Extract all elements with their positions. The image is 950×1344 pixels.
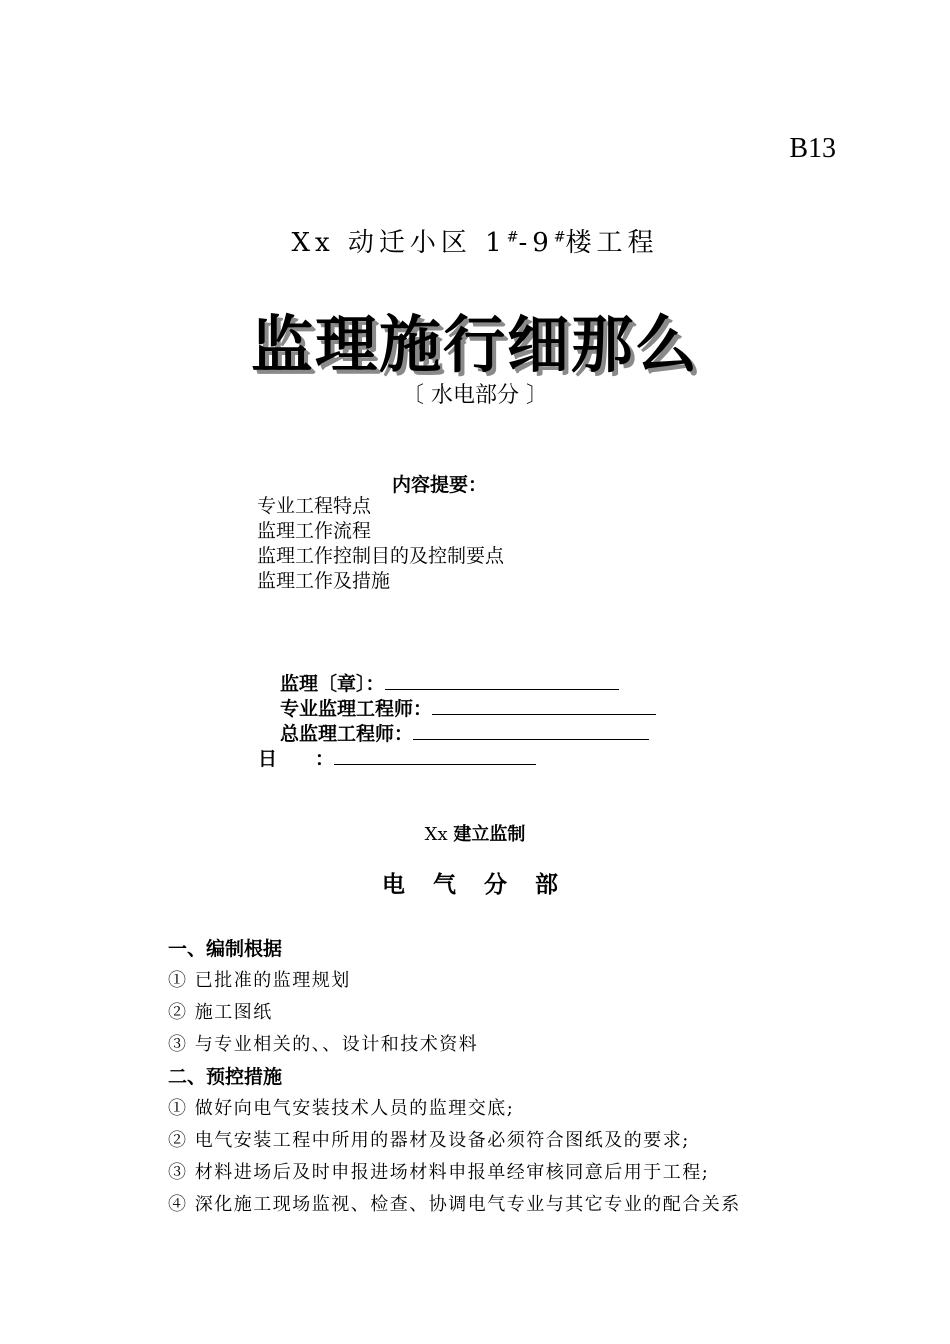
project-name [0,222,950,259]
contents-item: 专业工程特点 [257,495,372,517]
signature-date [258,744,536,771]
document-title: 监理施行细那么 [250,308,699,381]
signature-supervisor [280,669,619,696]
company-name: 建立监制 [453,824,526,845]
signature-supervisor-line [385,671,619,690]
signature-specialist-label: 专业监理工程师： [280,698,433,720]
section-item: ① 做好向电气安装技术人员的监理交底; [168,1098,515,1119]
contents-heading: 内容提要： [392,474,488,496]
company-prefix: Xx [424,824,448,845]
section-heading: 一、编制根据 [168,938,283,960]
document-code: B13 [789,133,836,164]
contents-item: 监理工作控制目的及控制要点 [257,545,505,567]
project-sup-2: # [553,229,566,246]
signature-supervisor-label: 监理〔章〕： [280,673,385,695]
contents-item: 监理工作及措施 [257,570,391,592]
contents-list [257,494,504,594]
section-item: ② 施工图纸 [168,1002,273,1023]
section-heading: 二、预控措施 [168,1066,283,1088]
contents-item: 监理工作流程 [257,520,372,542]
company-line [0,820,950,846]
section-title: 电 气 分 部 [381,872,569,898]
signature-chief [280,719,649,746]
section-item: ③ 与专业相关的、、设计和技术资料 [168,1034,479,1055]
project-prefix: Xx 动迁小区 1 [291,228,507,258]
signature-specialist-line [432,696,656,715]
signature-chief-label: 总监理工程师： [280,723,414,745]
signature-chief-line [413,721,649,740]
project-suffix: 楼工程 [565,228,659,258]
section-item: ③ 材料进场后及时申报进场材料申报单经审核同意后用于工程; [168,1162,710,1183]
project-middle: -9 [518,228,554,258]
project-sup-1: # [506,229,519,246]
section-item: ④ 深化施工现场监视、检查、协调电气专业与其它专业的配合关系 [168,1194,741,1215]
document-subtitle: 〔 水电部分 〕 [402,383,548,408]
signature-date-label: 日 ： [258,748,335,770]
signature-specialist [280,694,656,721]
section-item: ② 电气安装工程中所用的器材及设备必须符合图纸及的要求; [168,1130,690,1151]
signature-date-line [334,746,536,765]
section-item: ① 已批准的监理规划 [168,970,351,991]
